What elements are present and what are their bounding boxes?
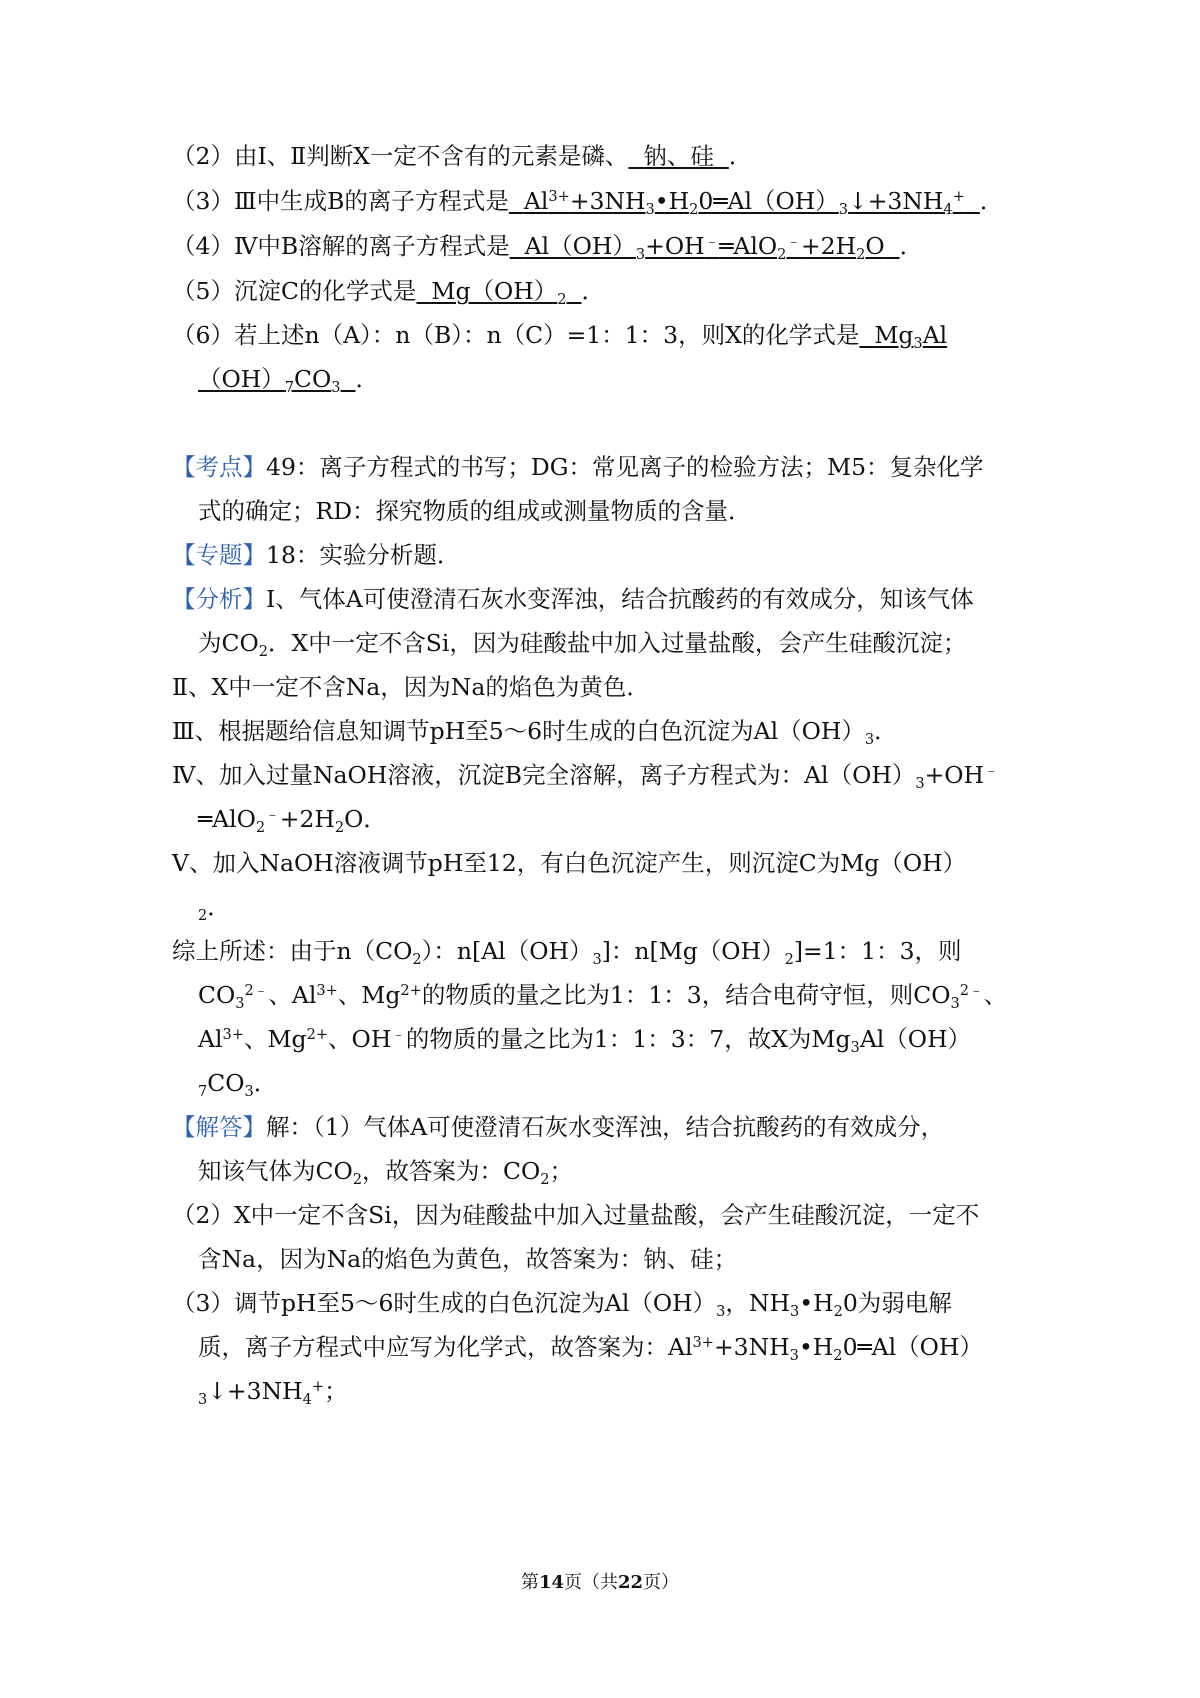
page-footer: 第14页（共22页）: [520, 1572, 680, 1593]
fenxi-line1: 【分析】Ⅰ、气体A可使澄清石灰水变浑浊，结合抗酸药的有效成分，知该气体: [172, 585, 974, 613]
fenxi-line8: $_2$．: [198, 893, 231, 925]
answer-q6-cont: $(OH)_7CO_3$ ．: [198, 365, 379, 397]
jieda-line3: （2）X中一定不含Si，因为硅酸盐中加入过量盐酸，会产生硅酸沉淀，一定不: [172, 1201, 980, 1229]
answer-q6: （6）若上述n（A）：n（B）：n（C）=1：1：3，则X的化学式是 $Mg_3Al$: [172, 321, 948, 353]
fenxi-line7: Ⅴ、加入NaOH溶液调节pH至12，有白色沉淀产生，则沉淀C为Mg（OH）: [172, 849, 967, 877]
summary-line3: $Al^{3+}$、$Mg^{2+}$、OH﹣的物质的量之比为1：1：3：7，故X为$Mg_3Al(OH)$: [198, 1025, 972, 1057]
zhuanti-line: 【专题】18：实验分析题．: [172, 541, 461, 569]
jieda-line2: 知该气体为$CO_2$，故答案为：$CO_2$；: [198, 1157, 574, 1189]
jieda-line7: $_3↓+3NH_4^+$；: [198, 1377, 348, 1409]
summary-line4: $_7CO_3$．: [198, 1069, 278, 1101]
total-pages: 22: [618, 1572, 644, 1593]
jieda-line6: 质，离子方程式中应写为化学式，故答案为：$Al^{3+}+3NH_3•H_20═Al(OH)$: [198, 1333, 983, 1365]
fenxi-line4: Ⅲ、根据题给信息知调节pH至5～6时生成的白色沉淀为$Al(OH)_3$．: [172, 717, 898, 749]
summary-line1: 综上所述：由于$n(CO_2)$：$n[Al(OH)_3]$：$n[Mg(OH)_2]=1$：1：3，则: [172, 937, 962, 969]
fenxi-line5: Ⅳ、加入过量NaOH溶液，沉淀B完全溶解，离子方程式为：$Al(OH)_3+OH^﹣$: [172, 761, 999, 793]
answer-q5: （5）沉淀C的化学式是 $Mg(OH)_2$ ．: [172, 277, 605, 309]
jieda-line1: 【解答】解：（1）气体A可使澄清石灰水变浑浊，结合抗酸药的有效成分，: [172, 1113, 945, 1141]
kaodian-line1: 【考点】49：离子方程式的书写；DG：常见离子的检验方法；M5：复杂化学: [172, 453, 984, 481]
kaodian-line2: 式的确定；RD：探究物质的组成或测量物质的含量．: [198, 497, 752, 525]
jieda-tag: 【解答】: [172, 1113, 266, 1141]
jieda-line4: 含Na，因为Na的焰色为黄色，故答案为：钠、硅；: [198, 1245, 738, 1273]
fenxi-line3: Ⅱ、X中一定不含Na，因为Na的焰色为黄色．: [172, 673, 650, 701]
zhuanti-tag: 【专题】: [172, 541, 266, 569]
answer-q2: （2）由Ⅰ、Ⅱ判断X一定不含有的元素是磷、 钠、硅 ．: [172, 142, 753, 170]
fenxi-line2: 为$CO_2$．X中一定不含Si，因为硅酸盐中加入过量盐酸，会产生硅酸沉淀；: [198, 629, 967, 661]
answer-q4: （4）Ⅳ中B溶解的离子方程式是 $Al(OH)_3+OH^﹣═AlO_2^﹣+2H_2O$ ．: [172, 232, 924, 264]
summary-line2: $CO_3^{2﹣}$、$Al^{3+}$、$Mg^{2+}$的物质的量之比为1：1：3，结合电荷守恒，则$CO_3^{2﹣}$、: [198, 981, 1008, 1013]
fenxi-tag: 【分析】: [172, 585, 266, 613]
answer-q3: （3）Ⅲ中生成B的离子方程式是 $Al^{3+}+3NH_3•H_20═Al(OH)_3↓+3NH_4^+$ ．: [172, 187, 1004, 219]
page-number: 14: [538, 1572, 564, 1593]
kaodian-tag: 【考点】: [172, 453, 266, 481]
jieda-line5: （3）调节pH至5～6时生成的白色沉淀为$Al(OH)_3$，$NH_3•H_20$为弱电解: [172, 1289, 952, 1321]
fenxi-line6: $═AlO_2^﹣+2H_2O$．: [198, 805, 387, 837]
